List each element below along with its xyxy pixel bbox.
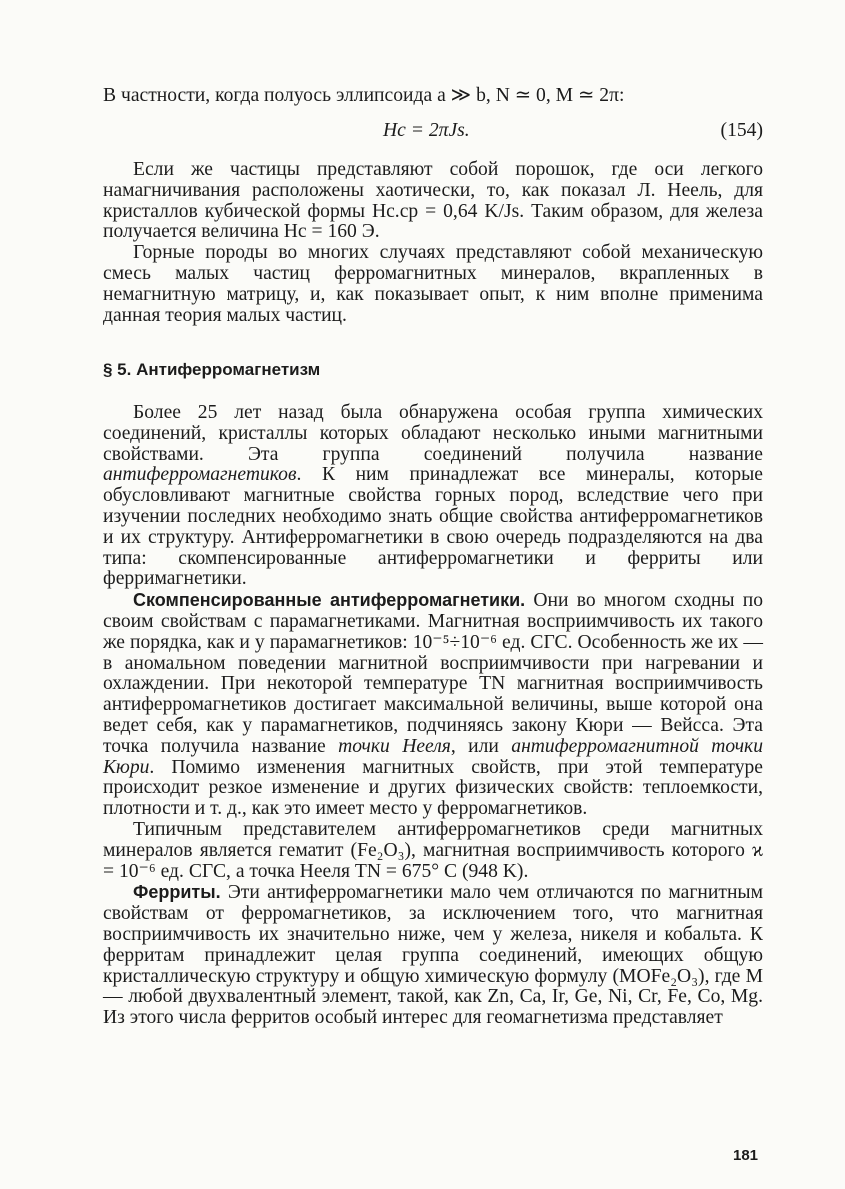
formula-154: [103, 120, 763, 142]
paragraph-text: Эти антиферромагнетики мало чем отличаются по магнитным свойствам от ферромагнетиков, за исключением того, что магнитная восприимчивость их значительно ниже, чем у железа, никеля и кобальта. К ферритам принадлежит целая группа соединений, имеющих общую кристаллическую структуру и общую химическую формулу (MOFe₂O₃), где M — любой двухвалентный элемент, такой, как Zn, Ca, Ir, Ge, Ni, Cr, Fe, Co, Mg. Из этого числа ферритов особый интерес для геомагнетизма представляет: [103, 882, 763, 1029]
formula-number: (154): [720, 120, 763, 141]
paragraph-text: Более 25 лет назад была обнаружена особая группа химических соединений, кристаллы которых обладают несколько иными магнитными свойствами. Эта группа соединений получила название: [103, 402, 763, 465]
paragraph-text: . Помимо изменения магнитных свойств, при этой температуре происходит резкое изменение и других физических свойств: теплоемкости, плотности и т. д., как это имеет место у ферромагнетиков.: [103, 756, 763, 820]
intro-sentence: В частности, когда полуось эллипсоида a ≫ b, N ≃ 0, M ≃ 2π:: [103, 85, 625, 106]
upper-paragraphs: [103, 160, 763, 326]
page-number: 181: [733, 1147, 759, 1164]
paragraph-text: . К ним принадлежат все минералы, которые обусловливают магнитные свойства горных пород, вследствие чего при изучении последних необходимо знать общие свойства антиферромагнетиков и их структуру. Антиферромагнетики в свою очередь подразделяются на два типа: скомпенсированные антиферромагнетики и ферриты или ферримагнетики.: [103, 464, 763, 590]
paragraph-text: Они во многом сходны по своим свойствам с парамагнетиками. Магнитная восприимчивость их такого же порядка, как и у парамагнетиков: 10⁻⁵÷10⁻⁶ ед. СГС. Особенность же их — в аномальном поведении магнитной восприимчивости при нагревании и охлаждении. При некоторой температуре TN магнитная восприимчивость антиферромагнетиков достигает максимальной величины, выше которой она ведет себя, как у парамагнетиков, подчиняясь закону Кюри — Вейсса. Эта точка получила название: [103, 590, 763, 757]
paragraph-powder: Если же частицы представляют собой порошок, где оси легкого намагничивания расположены хаотически, то, как показал Л. Неель, для кристаллов кубической формы Hc.cp = 0,64 K/Js. Таким образом, для железа получается величина Hc = 160 Э.: [103, 159, 763, 243]
term-antiferro-curie-point: антиферромагнитной точки Кюри: [103, 735, 764, 778]
term-neel-point: точки Нееля: [338, 735, 451, 757]
formula-expression: Hc = 2πJs.: [383, 120, 470, 141]
term-antiferromagnetics: антиферромагнетиков: [103, 464, 297, 486]
paragraph-compensated: [103, 590, 763, 820]
paragraph-hematite: Типичным представителем антиферромагнетиков среди магнитных минералов является гематит (Fe₂O₃), магнитная восприимчивость которого ϰ = 10⁻⁶ ед. СГС, а точка Нееля TN = 675° C (948 K).: [103, 818, 763, 882]
paragraph-rocks: Горные породы во многих случаях представляют собой механическую смесь малых частиц ферромагнитных минералов, вкрапленных в немагнитную матрицу, и, как показывает опыт, к ним вполне применима данная теория малых частиц.: [103, 242, 763, 326]
paragraph-ferrites: [103, 882, 763, 1029]
main-paragraphs: [103, 403, 763, 1029]
section-heading: § 5. Антиферромагнетизм: [103, 360, 321, 379]
paragraph-intro-antiferro: [103, 403, 763, 590]
run-in-heading-ferrites: Ферриты.: [133, 882, 221, 903]
paragraph-text: , или: [450, 735, 512, 757]
run-in-heading-compensated: Скомпенсированные антиферромагнетики.: [133, 590, 526, 611]
intro-line: [103, 86, 763, 107]
